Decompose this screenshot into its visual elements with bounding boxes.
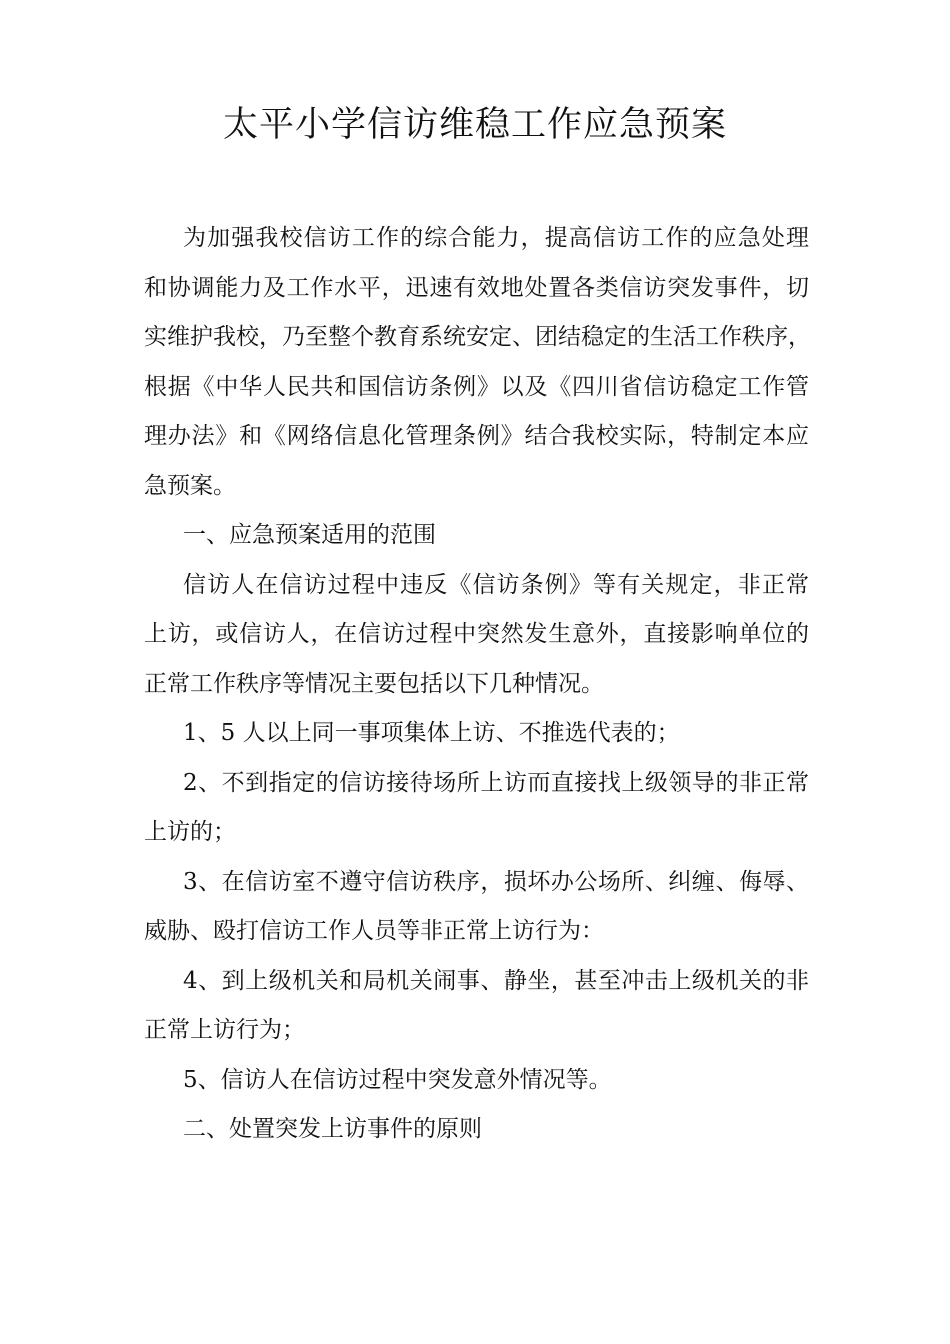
text-line: 根据《中华人民共和国信访条例》以及《四川省信访稳定工作管 — [144, 373, 809, 400]
text-line: 信访人在信访过程中违反《信访条例》等有关规定，非正常 — [183, 571, 809, 598]
text-line: 上访，或信访人，在信访过程中突然发生意外，直接影响单位的 — [144, 621, 809, 647]
text-line: 3、在信访室不遵守信访秩序，损坏办公场所、纠缠、侮辱、 — [183, 868, 809, 895]
text-line: 为加强我校信访工作的综合能力，提高信访工作的应急处理 — [183, 225, 809, 251]
paragraph — [144, 561, 809, 710]
paragraph — [144, 1056, 809, 1106]
paragraph — [144, 709, 809, 759]
paragraph — [144, 759, 809, 858]
text-line: 一、应急预案适用的范围 — [183, 522, 436, 548]
text-line: 实维护我校，乃至整个教育系统安定、团结稳定的生活工作秩序， — [144, 324, 811, 350]
document-body — [144, 214, 809, 1155]
text-line: 威胁、殴打信访工作人员等非正常上访行为： — [144, 918, 604, 944]
text-line: 二、处置突发上访事件的原则 — [183, 1116, 482, 1142]
text-line: 正常上访行为； — [144, 1017, 305, 1043]
paragraph — [144, 214, 809, 511]
text-line: 2、不到指定的信访接待场所上访而直接找上级领导的非正常 — [183, 769, 809, 796]
text-line: 上访的； — [144, 819, 236, 845]
text-line: 和协调能力及工作水平，迅速有效地处置各类信访突发事件，切 — [144, 274, 809, 301]
text-line: 5、信访人在信访过程中突发意外情况等。 — [183, 1066, 612, 1093]
text-line: 4、到上级机关和局机关闹事、静坐，甚至冲击上级机关的非 — [183, 967, 809, 994]
document-title: 太平小学信访维稳工作应急预案 — [222, 105, 727, 145]
text-line: 理办法》和《网络信息化管理条例》结合我校实际，特制定本应 — [144, 423, 809, 449]
text-line: 正常工作秩序等情况主要包括以下几种情况。 — [144, 670, 604, 697]
paragraph — [144, 957, 809, 1056]
paragraph — [144, 511, 809, 561]
text-line: 1、5 人以上同一事项集体上访、不推选代表的； — [183, 720, 680, 746]
paragraph — [144, 1105, 809, 1155]
paragraph — [144, 858, 809, 957]
text-line: 急预案。 — [144, 472, 236, 499]
